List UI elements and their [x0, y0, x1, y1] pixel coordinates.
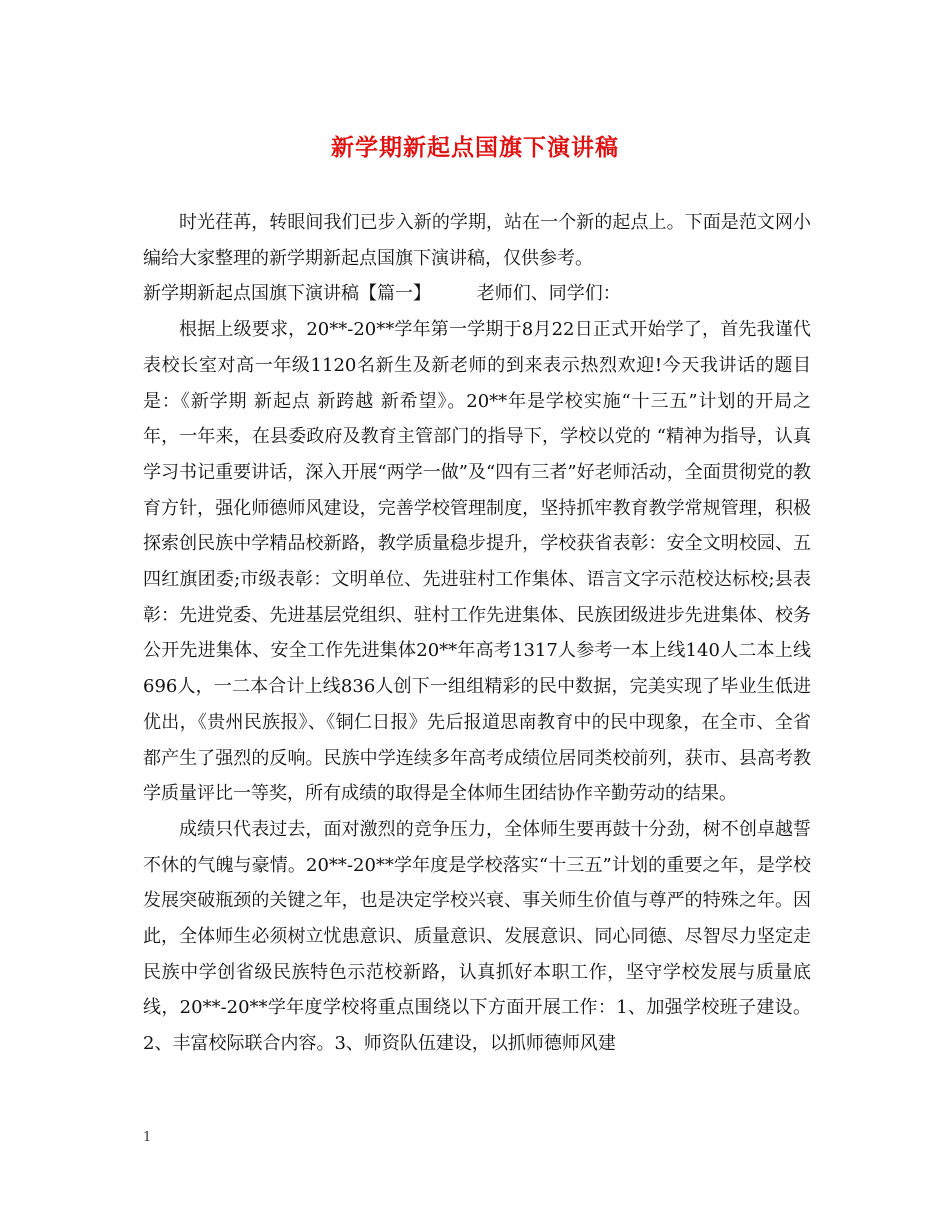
subhead-line — [143, 276, 811, 312]
body-paragraph-2: 成绩只代表过去，面对激烈的竞争压力，全体师生要再鼓十分劲，树不创卓越誓不休的气魄与豪情。20**-20**学年度是学校落实“十三五”计划的重要之年，是学校发展突破瓶颈的关键之年，也是决定学校兴衰、事关师生价值与尊严的特殊之年。因此，全体师生必须树立忧患意识、质量意识、发展意识、同心同德、尽智尽力坚定走民族中学创省级民族特色示范校新路，认真抓好本职工作，坚守学校发展与质量底线，20**-20**学年度学校将重点围绕以下方面开展工作：1、加强学校班子建设。2、丰富校际联合内容。3、师资队伍建设，以抓师德师风建 — [143, 818, 811, 1055]
document-body — [143, 205, 811, 1062]
document-title: 新学期新起点国旗下演讲稿 — [331, 134, 619, 161]
intro-paragraph: 时光荏苒，转眼间我们已步入新的学期，站在一个新的起点上。下面是范文网小编给大家整理的新学期新起点国旗下演讲稿，仅供参考。 — [143, 212, 811, 269]
page-number: 1 — [143, 1130, 152, 1145]
greeting: 老师们、同学们： — [476, 283, 621, 305]
body-paragraph-1: 根据上级要求，20**-20**学年第一学期于8月22日正式开始学了，首先我谨代表校长室对高一年级1120名新生及新老师的到来表示热烈欢迎!今天我讲话的题目是：《新学期 新起点 新跨越 新希望》。20**年是学校实施“十三五”计划的开局之年，一年来，在县委政府及教育主管部门的指导下，学校以党的 “精神为指导，认真学习书记重要讲话，深入开展“两学一做”及“四有三者”好老师活动，全面贯彻党的教育方针，强化师德师风建设，完善学校管理制度，坚持抓牢教育教学常规管理，积极探索创民族中学精品校新路，教学质量稳步提升，学校获省表彰：安全文明校园、五四红旗团委;市级表彰：文明单位、先进驻村工作集体、语言文字示范校达标校;县表彰：先进党委、先进基层党组织、驻村工作先进集体、民族团级进步先进集体、校务公开先进集体、安全工作先进集体20**年高考1317人参考一本上线140人二本上线696人，一二本合计上线836人创下一组组精彩的民中数据，完美实现了毕业生低进优出，《贵州民族报》、《铜仁日报》先后报道思南教育中的民中现象，在全市、全省都产生了强烈的反响。民族中学连续多年高考成绩位居同类校前列，获市、县高考教学质量评比一等奖，所有成绩的取得是全体师生团结协作辛勤劳动的结果。 — [143, 319, 811, 805]
section-subhead: 新学期新起点国旗下演讲稿【篇一】 — [143, 283, 431, 305]
